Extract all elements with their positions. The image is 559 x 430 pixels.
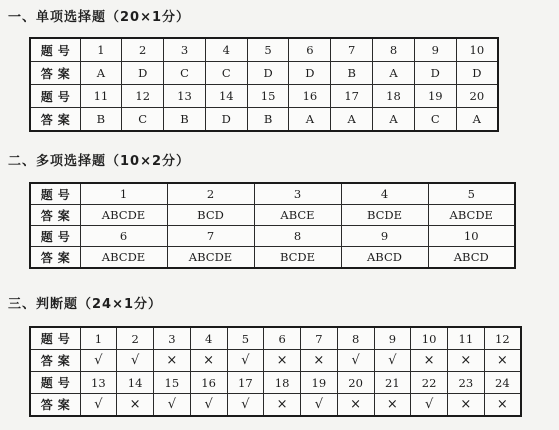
answer-cell: A [373,62,415,85]
question-number-cell: 14 [117,372,154,394]
section-title-multiple-choice: 二、多项选择题（10×2分） [8,154,191,169]
answer-cell: A [331,108,373,132]
answer-cell: √ [301,394,338,417]
answer-cell: ABCD [428,247,515,269]
question-number-cell: 8 [254,226,341,247]
answer-cell: √ [117,350,154,372]
row-header-question-number: 题号 [30,327,80,350]
question-number-cell: 4 [190,327,227,350]
question-number-cell: 18 [264,372,301,394]
multiple-choice-table-body [30,183,515,268]
answer-cell: × [264,394,301,417]
answer-cell: × [154,350,191,372]
question-number-cell: 14 [205,85,247,108]
question-number-cell: 13 [164,85,206,108]
question-number-cell: 21 [374,372,411,394]
section-title-true-false: 三、判断题（24×1分） [8,297,163,312]
question-number-cell: 2 [122,38,164,62]
question-number-cell: 22 [411,372,448,394]
question-number-cell: 2 [117,327,154,350]
answer-cell: C [164,62,206,85]
question-number-cell: 5 [247,38,289,62]
table-row [30,62,498,85]
answer-cell: × [190,350,227,372]
single-choice-table-body [30,38,498,131]
question-number-cell: 15 [247,85,289,108]
table-row [30,205,515,226]
question-number-cell: 11 [448,327,485,350]
answer-cell: × [448,394,485,417]
question-number-cell: 16 [190,372,227,394]
question-number-cell: 7 [331,38,373,62]
answer-cell: D [247,62,289,85]
question-number-cell: 23 [448,372,485,394]
row-header-answer: 答案 [30,350,80,372]
question-number-cell: 17 [227,372,264,394]
row-header-answer: 答案 [30,62,80,85]
answer-cell: √ [337,350,374,372]
table-row [30,38,498,62]
answer-cell: BCDE [254,247,341,269]
question-number-cell: 19 [301,372,338,394]
answer-cell: × [448,350,485,372]
question-number-cell: 15 [154,372,191,394]
question-number-cell: 9 [341,226,428,247]
question-number-cell: 16 [289,85,331,108]
row-header-question-number: 题号 [30,183,80,205]
table-row [30,226,515,247]
answer-cell: √ [227,350,264,372]
table-row [30,183,515,205]
question-number-cell: 3 [254,183,341,205]
question-number-cell: 1 [80,183,167,205]
answer-cell: √ [227,394,264,417]
question-number-cell: 10 [411,327,448,350]
section-title-single-choice: 一、单项选择题（20×1分） [8,10,191,25]
answer-cell: A [80,62,122,85]
row-header-answer: 答案 [30,205,80,226]
question-number-cell: 3 [164,38,206,62]
answer-cell: × [411,350,448,372]
question-number-cell: 20 [337,372,374,394]
single-choice-answer-table [29,37,499,132]
answer-cell: ABCDE [80,205,167,226]
answer-cell: D [122,62,164,85]
answer-cell: A [373,108,415,132]
question-number-cell: 9 [374,327,411,350]
answer-cell: B [247,108,289,132]
answer-cell: √ [80,350,117,372]
answer-cell: × [484,350,521,372]
answer-cell: × [337,394,374,417]
table-row [30,327,521,350]
answer-cell: × [117,394,154,417]
question-number-cell: 5 [428,183,515,205]
table-row [30,372,521,394]
answer-cell: × [301,350,338,372]
question-number-cell: 4 [205,38,247,62]
question-number-cell: 10 [456,38,498,62]
answer-cell: D [456,62,498,85]
question-number-cell: 13 [80,372,117,394]
answer-cell: √ [80,394,117,417]
answer-cell: √ [374,350,411,372]
answer-cell: D [205,108,247,132]
table-row [30,247,515,269]
answer-cell: B [80,108,122,132]
answer-cell: A [456,108,498,132]
question-number-cell: 9 [414,38,456,62]
question-number-cell: 24 [484,372,521,394]
answer-cell: × [484,394,521,417]
answer-cell: √ [190,394,227,417]
answer-cell: × [264,350,301,372]
question-number-cell: 6 [289,38,331,62]
question-number-cell: 4 [341,183,428,205]
question-number-cell: 5 [227,327,264,350]
true-false-table-body [30,327,521,416]
answer-cell: ABCDE [428,205,515,226]
answer-cell: C [205,62,247,85]
answer-cell: D [289,62,331,85]
question-number-cell: 3 [154,327,191,350]
question-number-cell: 18 [373,85,415,108]
answer-cell: √ [154,394,191,417]
row-header-question-number: 题号 [30,38,80,62]
answer-cell: C [414,108,456,132]
true-false-answer-table [29,326,522,417]
question-number-cell: 20 [456,85,498,108]
table-row [30,108,498,132]
answer-cell: ABCD [341,247,428,269]
answer-cell: B [331,62,373,85]
row-header-question-number: 题号 [30,226,80,247]
question-number-cell: 7 [301,327,338,350]
answer-cell: A [289,108,331,132]
question-number-cell: 11 [80,85,122,108]
question-number-cell: 7 [167,226,254,247]
table-row [30,394,521,417]
question-number-cell: 8 [337,327,374,350]
answer-cell: BCD [167,205,254,226]
answer-cell: ABCDE [80,247,167,269]
question-number-cell: 12 [484,327,521,350]
multiple-choice-answer-table [29,182,516,269]
answer-cell: C [122,108,164,132]
row-header-answer: 答案 [30,247,80,269]
row-header-question-number: 题号 [30,372,80,394]
row-header-answer: 答案 [30,108,80,132]
answer-cell: ABCDE [167,247,254,269]
row-header-question-number: 题号 [30,85,80,108]
answer-cell: ABCE [254,205,341,226]
answer-cell: D [414,62,456,85]
question-number-cell: 1 [80,327,117,350]
answer-cell: B [164,108,206,132]
answer-cell: × [374,394,411,417]
question-number-cell: 10 [428,226,515,247]
question-number-cell: 12 [122,85,164,108]
question-number-cell: 8 [373,38,415,62]
table-row [30,350,521,372]
answer-cell: BCDE [341,205,428,226]
question-number-cell: 17 [331,85,373,108]
question-number-cell: 6 [80,226,167,247]
question-number-cell: 19 [414,85,456,108]
question-number-cell: 6 [264,327,301,350]
table-row [30,85,498,108]
answer-cell: √ [411,394,448,417]
question-number-cell: 1 [80,38,122,62]
question-number-cell: 2 [167,183,254,205]
row-header-answer: 答案 [30,394,80,417]
